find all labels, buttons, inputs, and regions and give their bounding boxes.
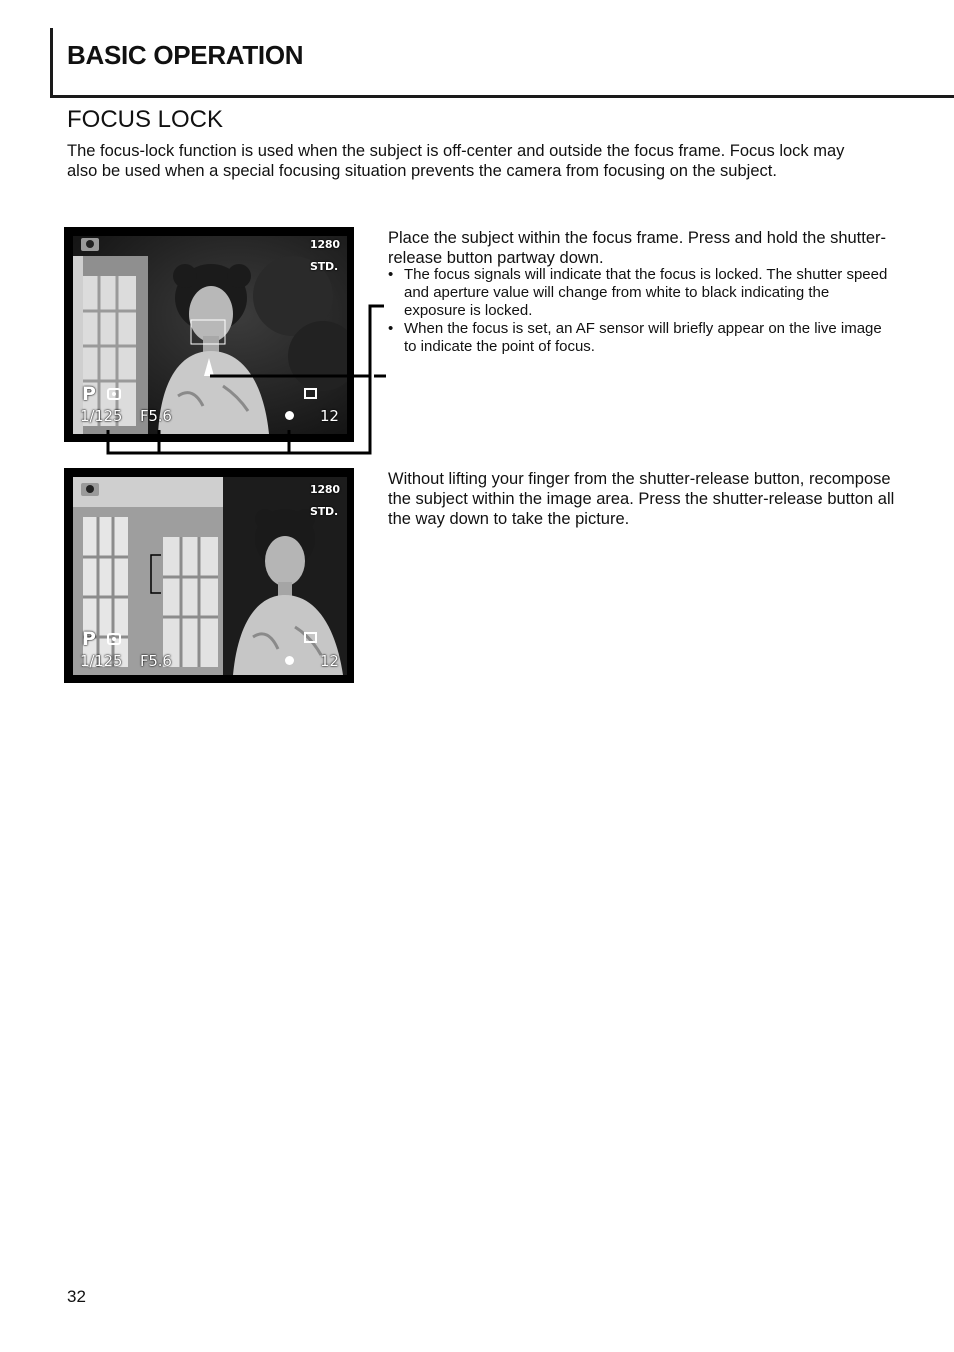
live-image-subject-recomposed [73,477,347,675]
bullet-focus-signals: • The focus signals will indicate that the focus is locked. The shutter speed and aperture value will change from white to black indicating the exposure is locked. [388,266,888,320]
exposure-mode-readout: P [82,383,96,405]
step1-text: Place the subject within the focus frame. Press and hold the shutter-release button partway down. [388,229,887,267]
metering-icon [107,633,121,645]
lcd-screen-focus-lock [64,227,354,442]
camera-mode-icon [81,483,99,496]
frame-counter-readout: 12 [320,407,339,425]
resolution-readout: 1280 [310,483,340,496]
aperture-readout: F5.6 [140,407,172,425]
drive-mode-icon [304,632,317,643]
frame-counter-readout: 12 [320,652,339,670]
shutter-speed-readout: 1/125 [80,652,123,670]
step2-text: Without lifting your finger from the shutter-release button, recompose the subject within the image area. Press the shutter-release button all the way down to take the picture. [388,470,895,528]
quality-readout: STD. [310,505,338,518]
lcd-screen-recomposed [64,468,354,683]
camera-mode-icon [81,238,99,251]
focus-signal-icon [285,656,294,665]
drive-mode-icon [304,388,317,399]
metering-icon [107,388,121,400]
subsection-title: FOCUS LOCK [67,106,224,133]
bullet-af-sensor: • When the focus is set, an AF sensor will briefly appear on the live image to indicate the point of focus. [388,320,888,356]
step1-bullets [388,266,888,356]
page-number: 32 [67,1287,86,1306]
focus-signal-icon [285,411,294,420]
shutter-speed-readout: 1/125 [80,407,123,425]
intro-paragraph: The focus-lock function is used when the subject is off-center and outside the focus frame. Focus lock may also be used when a special focusing situation prevents the camera from focusing on the subject. [67,142,845,180]
resolution-readout: 1280 [310,238,340,251]
section-title: BASIC OPERATION [67,40,304,70]
aperture-readout: F5.6 [140,652,172,670]
live-image-subject-centered [73,236,347,434]
header-bar-left [50,28,53,98]
quality-readout: STD. [310,260,338,273]
header-bar-bottom [50,95,954,98]
exposure-mode-readout: P [82,628,96,650]
